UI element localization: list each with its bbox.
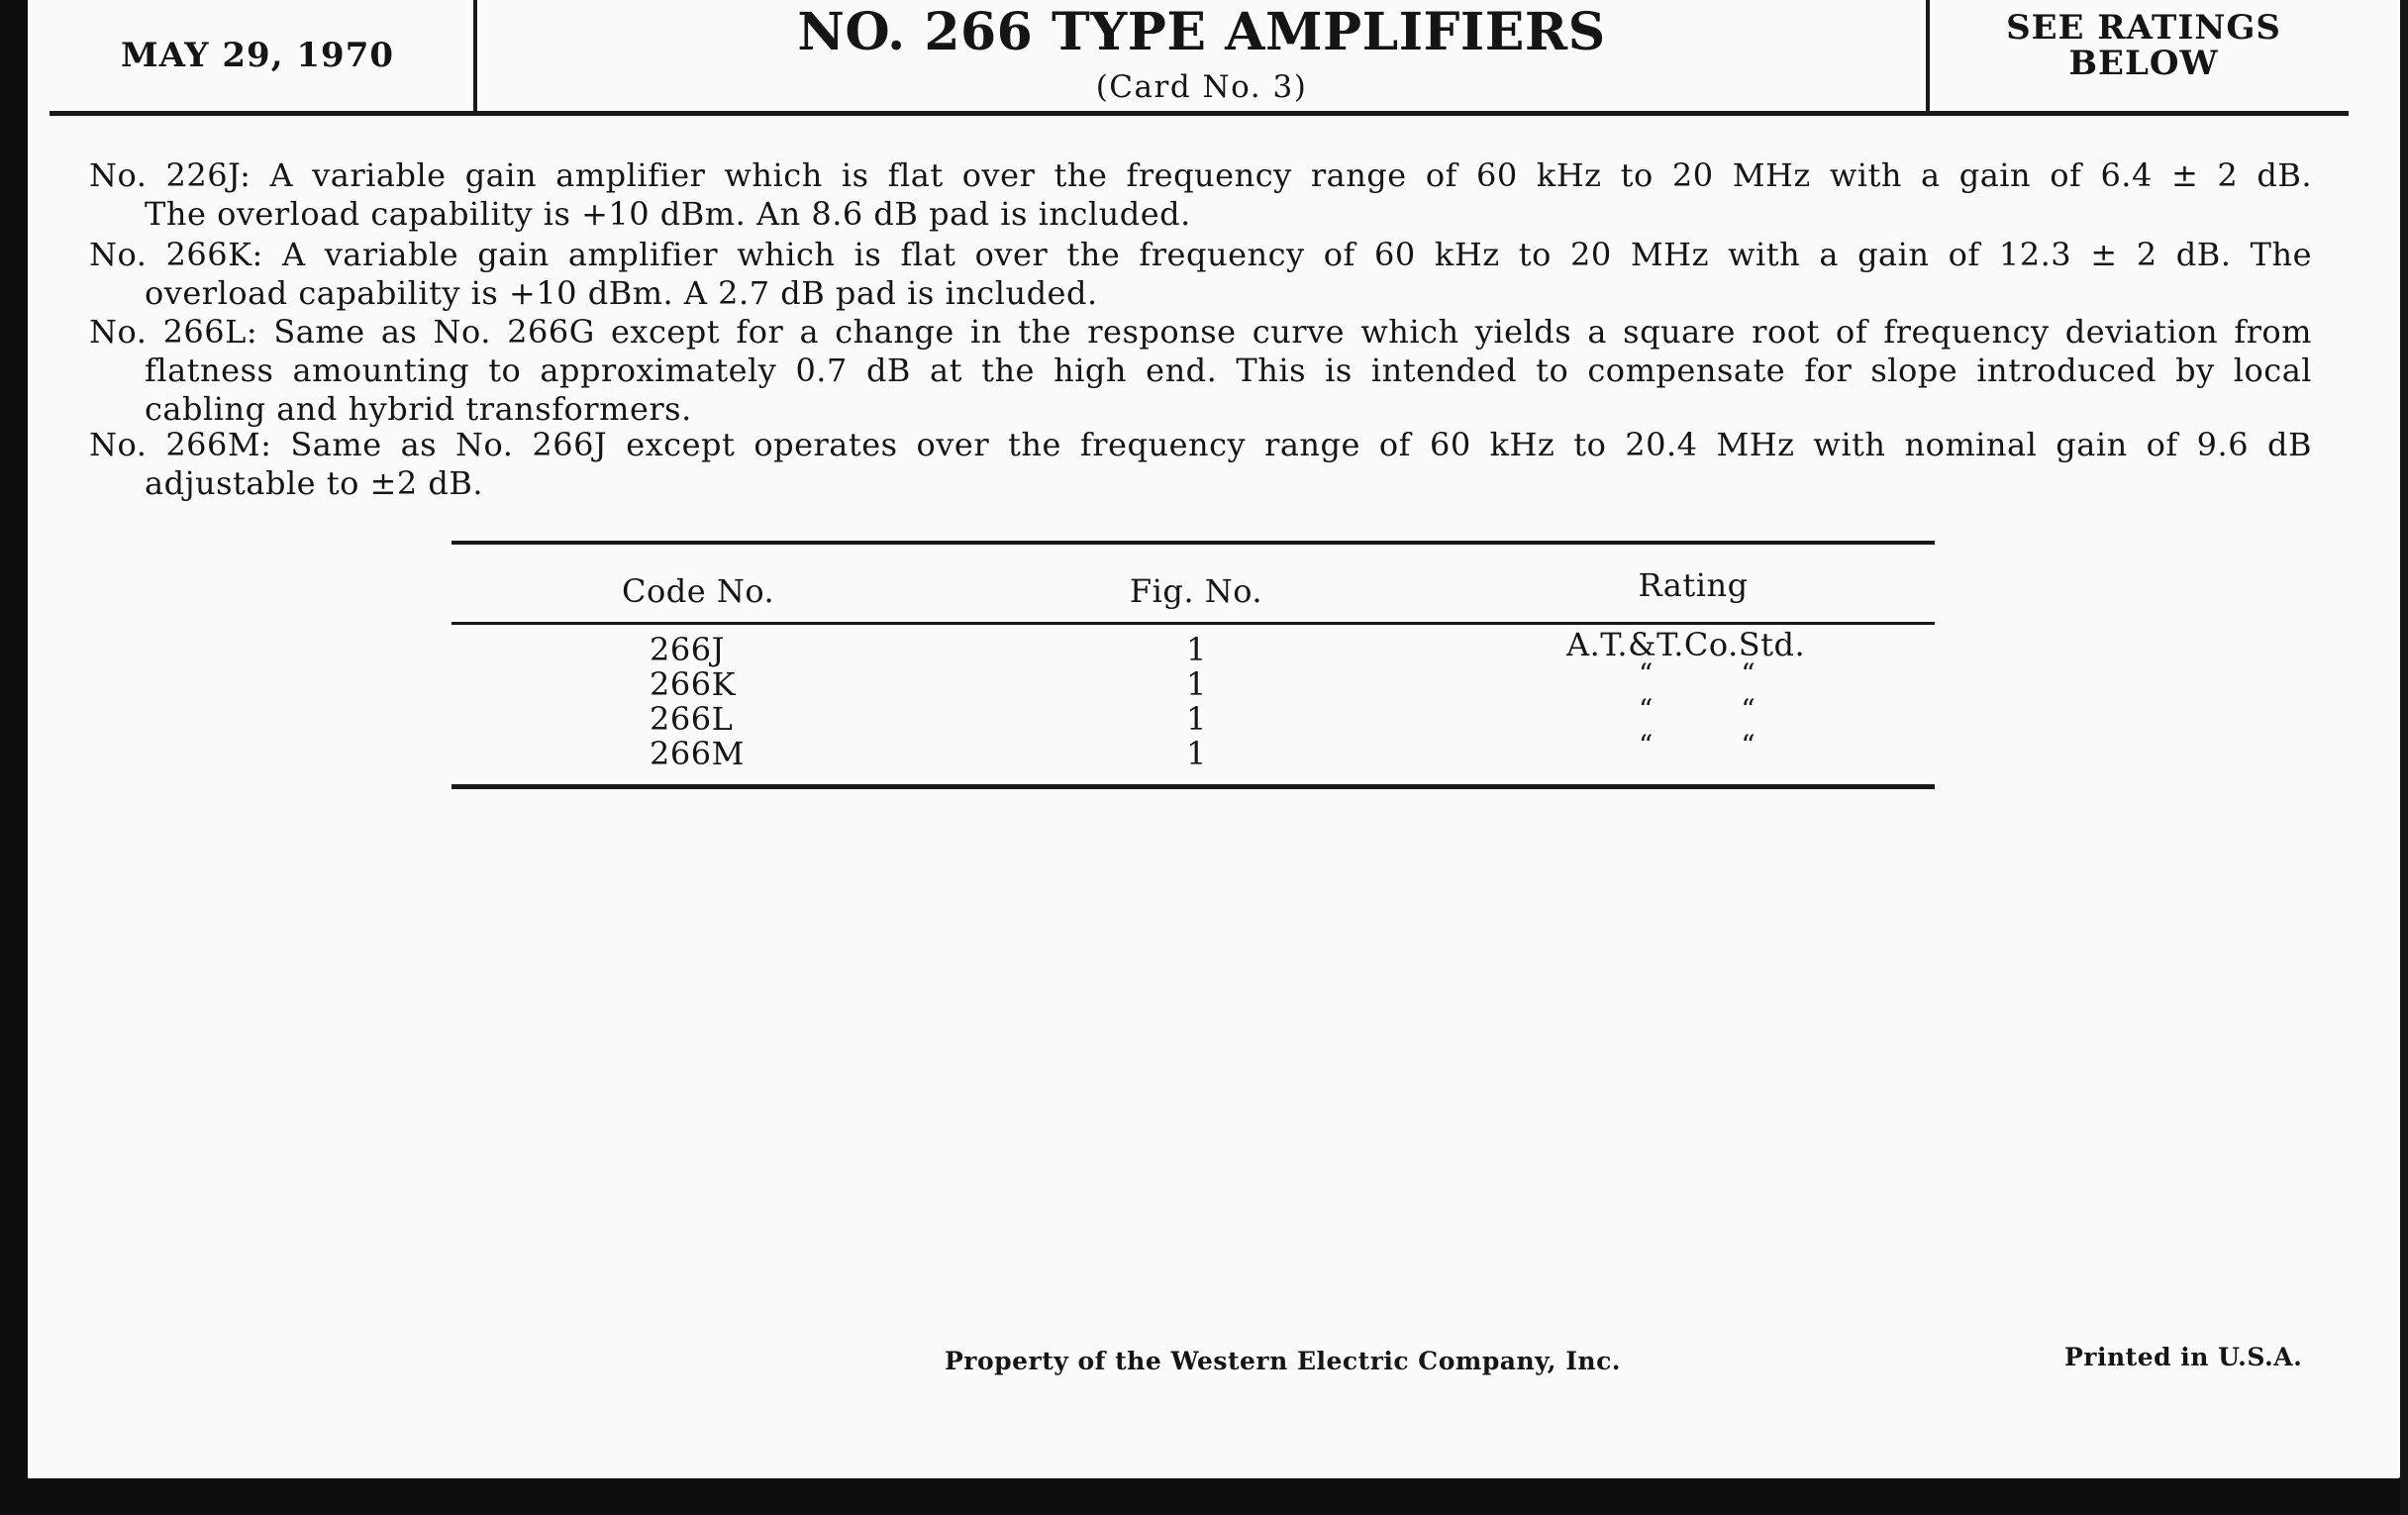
cell-code: 266K [650, 665, 736, 703]
cell-rating-ditto: “ “ [1639, 729, 1756, 761]
header-rule [50, 111, 2349, 116]
cell-fig: 1 [1186, 735, 1207, 772]
column-header-code: Code No. [622, 572, 775, 610]
description-266m [89, 426, 2312, 503]
paragraph-line: flatness amounting to approximately 0.7 dB at the high end. This is intended to compensate for slope introduced by local [145, 352, 2312, 389]
column-header-fig: Fig. No. [1129, 572, 1263, 610]
header-divider-right [1926, 0, 1930, 112]
property-notice: Property of the Western Electric Company, Inc. [945, 1347, 1622, 1375]
cell-fig: 1 [1186, 665, 1207, 703]
paragraph-line: The overload capability is +10 dBm. An 8.6 dB pad is included. [145, 195, 1191, 233]
card-number: (Card No. 3) [1095, 69, 1308, 105]
column-header-rating: Rating [1638, 566, 1749, 604]
table-bottom-rule [452, 784, 1935, 789]
cell-code: 266J [650, 631, 725, 668]
table-header-rule [452, 622, 1935, 625]
description-266k [89, 236, 2312, 313]
description-266j [89, 156, 2312, 234]
ratings-note-line1: SEE RATINGS [2006, 8, 2281, 48]
ratings-note-line2: BELOW [2068, 44, 2219, 83]
cell-fig: 1 [1186, 700, 1207, 738]
paragraph-line: adjustable to ±2 dB. [145, 464, 484, 502]
paragraph-line: cabling and hybrid transformers. [145, 390, 692, 428]
cell-code: 266M [650, 735, 745, 772]
paragraph-line: overload capability is +10 dBm. A 2.7 dB pad is included. [145, 274, 1098, 312]
scan-edge [2400, 0, 2408, 1515]
cell-rating: A.T.&T.Co.Std. [1566, 626, 1806, 663]
cell-rating-ditto: “ “ [1639, 657, 1756, 690]
paragraph-line: No. 266K: A variable gain amplifier which is flat over the frequency of 60 kHz to 20 MHz with a gain of 12.3 ± 2 dB. The [89, 236, 2312, 273]
cell-fig: 1 [1186, 631, 1207, 668]
ratings-note [1936, 10, 2352, 81]
paragraph-line: No. 266M: Same as No. 266J except operates over the frequency range of 60 kHz to 20.4 MHz with nominal gain of 9.6 dB [89, 426, 2312, 463]
cell-code: 266L [650, 700, 734, 738]
description-266l [89, 313, 2312, 429]
printed-notice: Printed in U.S.A. [2064, 1343, 2303, 1371]
paragraph-line: No. 226J: A variable gain amplifier which is flat over the frequency range of 60 kHz to 20 MHz with a gain of 6.4 ± 2 dB. [89, 156, 2312, 194]
table-top-rule [452, 541, 1935, 545]
page-title: NO. 266 TYPE AMPLIFIERS [797, 2, 1606, 62]
cell-rating-ditto: “ “ [1639, 693, 1756, 726]
paragraph-line: No. 266L: Same as No. 266G except for a change in the response curve which yields a square root of frequency deviation from [89, 313, 2312, 351]
card-date: MAY 29, 1970 [120, 36, 395, 75]
